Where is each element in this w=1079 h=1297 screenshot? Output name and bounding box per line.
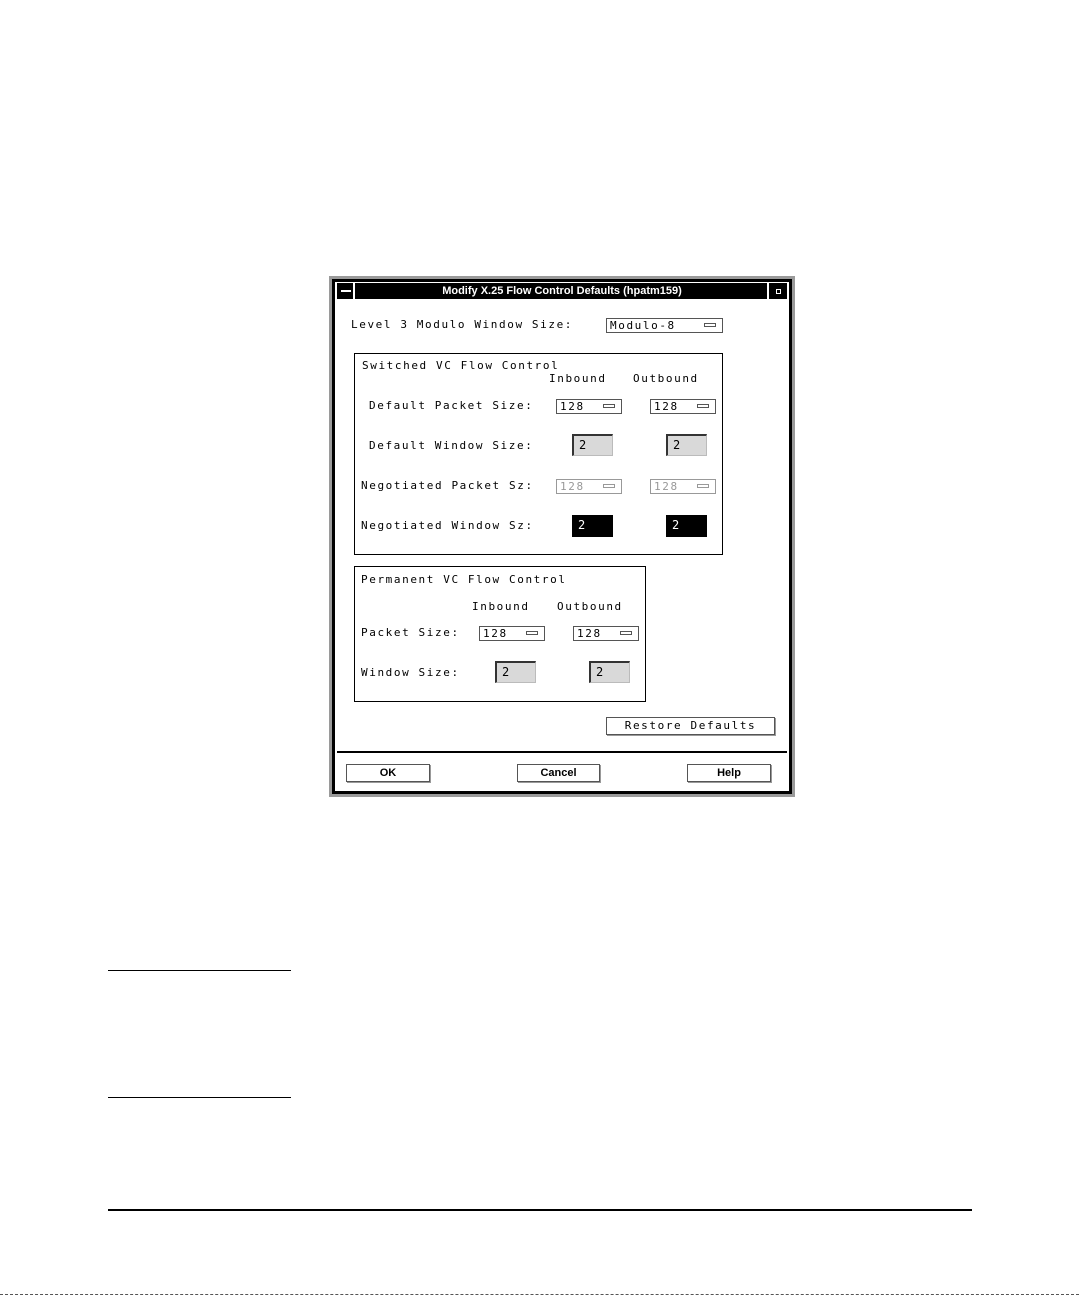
negotiated-window-inbound-field[interactable]: 2 bbox=[572, 515, 613, 537]
modulo-label: Level 3 Modulo Window Size: bbox=[351, 318, 574, 331]
cancel-button[interactable]: Cancel bbox=[517, 764, 600, 782]
permanent-inbound-header: Inbound bbox=[472, 600, 530, 613]
negotiated-packet-outbound-value: 128 bbox=[654, 480, 679, 493]
permanent-packet-outbound-value: 128 bbox=[577, 627, 602, 640]
restore-defaults-button[interactable]: Restore Defaults bbox=[606, 717, 775, 735]
negotiated-packet-outbound-menu[interactable] bbox=[650, 479, 716, 494]
option-menu-indicator-icon bbox=[603, 404, 615, 408]
footer-rule bbox=[108, 1209, 972, 1211]
default-packet-outbound-value: 128 bbox=[654, 400, 679, 413]
default-packet-outbound-menu[interactable] bbox=[650, 399, 716, 414]
default-window-inbound-field[interactable]: 2 bbox=[572, 434, 613, 456]
window-menu-icon[interactable] bbox=[337, 283, 355, 299]
modulo-value: Modulo-8 bbox=[610, 319, 676, 332]
permanent-window-label: Window Size: bbox=[361, 666, 460, 679]
switched-vc-title: Switched VC Flow Control bbox=[362, 359, 560, 372]
option-menu-indicator-icon bbox=[704, 323, 716, 327]
permanent-window-inbound-field[interactable]: 2 bbox=[495, 661, 536, 683]
note-rule-bottom bbox=[108, 1097, 291, 1098]
action-area-separator bbox=[337, 751, 787, 753]
ok-button[interactable]: OK bbox=[346, 764, 430, 782]
negotiated-window-label: Negotiated Window Sz: bbox=[361, 519, 534, 532]
option-menu-indicator-icon bbox=[697, 484, 709, 488]
permanent-packet-inbound-menu[interactable] bbox=[479, 626, 545, 641]
permanent-packet-label: Packet Size: bbox=[361, 626, 460, 639]
permanent-vc-title: Permanent VC Flow Control bbox=[361, 573, 567, 586]
option-menu-indicator-icon bbox=[526, 631, 538, 635]
modulo-option-menu[interactable] bbox=[606, 318, 723, 333]
default-window-label: Default Window Size: bbox=[369, 439, 534, 452]
switched-outbound-header: Outbound bbox=[633, 372, 699, 385]
option-menu-indicator-icon bbox=[603, 484, 615, 488]
default-packet-inbound-menu[interactable] bbox=[556, 399, 622, 414]
default-window-outbound-field[interactable]: 2 bbox=[666, 434, 707, 456]
switched-inbound-header: Inbound bbox=[549, 372, 607, 385]
negotiated-window-outbound-field[interactable]: 2 bbox=[666, 515, 707, 537]
page-bottom-edge bbox=[0, 1294, 1079, 1295]
option-menu-indicator-icon bbox=[620, 631, 632, 635]
default-packet-label: Default Packet Size: bbox=[369, 399, 534, 412]
permanent-window-outbound-field[interactable]: 2 bbox=[589, 661, 630, 683]
permanent-outbound-header: Outbound bbox=[557, 600, 623, 613]
option-menu-indicator-icon bbox=[697, 404, 709, 408]
permanent-packet-inbound-value: 128 bbox=[483, 627, 508, 640]
window-title: Modify X.25 Flow Control Defaults (hpatm159) bbox=[442, 285, 682, 297]
minimize-icon[interactable] bbox=[767, 283, 787, 299]
permanent-packet-outbound-menu[interactable] bbox=[573, 626, 639, 641]
help-button[interactable]: Help bbox=[687, 764, 771, 782]
negotiated-packet-inbound-value: 128 bbox=[560, 480, 585, 493]
negotiated-packet-label: Negotiated Packet Sz: bbox=[361, 479, 534, 492]
negotiated-packet-inbound-menu[interactable] bbox=[556, 479, 622, 494]
note-rule-top bbox=[108, 970, 291, 971]
default-packet-inbound-value: 128 bbox=[560, 400, 585, 413]
